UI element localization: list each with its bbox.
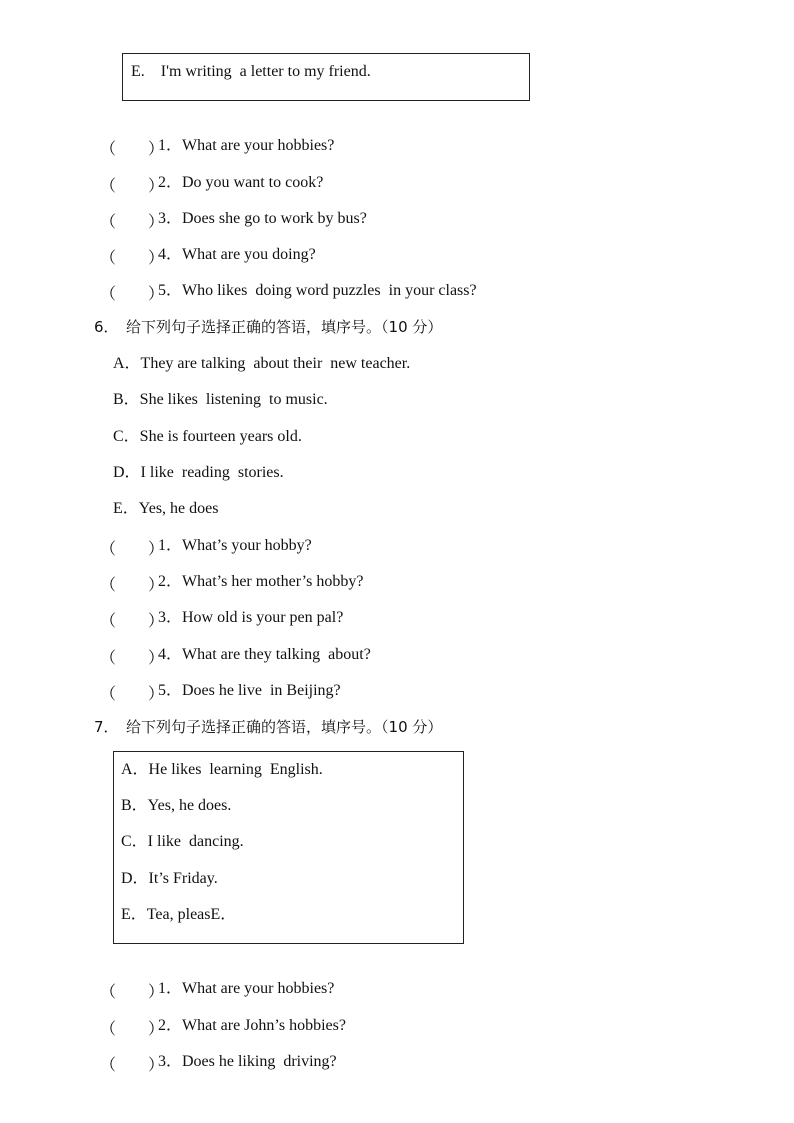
answer-blank[interactable]: （ ） [100, 541, 165, 558]
option-item: C．She is fourteen years old. [113, 428, 302, 445]
answer-blank[interactable]: （ ） [100, 650, 165, 667]
answer-blank[interactable]: （ ） [100, 577, 165, 594]
answer-blank[interactable]: （ ） [100, 1057, 165, 1074]
option-item: D．It’s Friday. [121, 870, 218, 887]
answer-blank[interactable]: （ ） [100, 214, 165, 231]
question-item: 1．What are your hobbies? [158, 980, 335, 997]
answer-blank[interactable]: （ ） [100, 286, 165, 303]
question-item: 2．What’s her mother’s hobby? [158, 573, 364, 590]
answer-blank[interactable]: （ ） [100, 984, 165, 1001]
question-item: 3．Does she go to work by bus? [158, 210, 367, 227]
option-item: B．Yes, he does. [121, 797, 232, 814]
question-item: 2．What are John’s hobbies? [158, 1017, 346, 1034]
option-item: E．Tea, pleasE． [121, 906, 237, 923]
question-item: 4．What are they talking about? [158, 646, 371, 663]
option-item: B．She likes listening to music. [113, 391, 328, 408]
question-item: 5．Does he live in Beijing? [158, 682, 341, 699]
top-box-option-e: E. I'm writing a letter to my friend. [131, 63, 371, 80]
answer-blank[interactable]: （ ） [100, 613, 165, 630]
option-item: E．Yes, he does [113, 500, 219, 517]
answer-blank[interactable]: （ ） [100, 1021, 165, 1038]
question-item: 2．Do you want to cook? [158, 174, 324, 191]
option-item: A．They are talking about their new teacher. [113, 355, 411, 372]
option-item: C．I like dancing. [121, 833, 244, 850]
section6-heading: 6． 给下列句子选择正确的答语，填序号。（10 分） [94, 318, 443, 336]
question-item: 4．What are you doing? [158, 246, 316, 263]
question-item: 1．What’s your hobby? [158, 537, 312, 554]
answer-blank[interactable]: （ ） [100, 250, 165, 267]
answer-blank[interactable]: （ ） [100, 686, 165, 703]
answer-blank[interactable]: （ ） [100, 141, 165, 158]
question-item: 1．What are your hobbies? [158, 137, 335, 154]
question-item: 5．Who likes doing word puzzles in your class? [158, 282, 477, 299]
question-item: 3．How old is your pen pal? [158, 609, 344, 626]
answer-blank[interactable]: （ ） [100, 178, 165, 195]
question-item: 3．Does he liking driving? [158, 1053, 337, 1070]
option-item: A．He likes learning English. [121, 761, 323, 778]
section7-heading: 7． 给下列句子选择正确的答语，填序号。（10 分） [94, 718, 443, 736]
option-item: D．I like reading stories. [113, 464, 284, 481]
